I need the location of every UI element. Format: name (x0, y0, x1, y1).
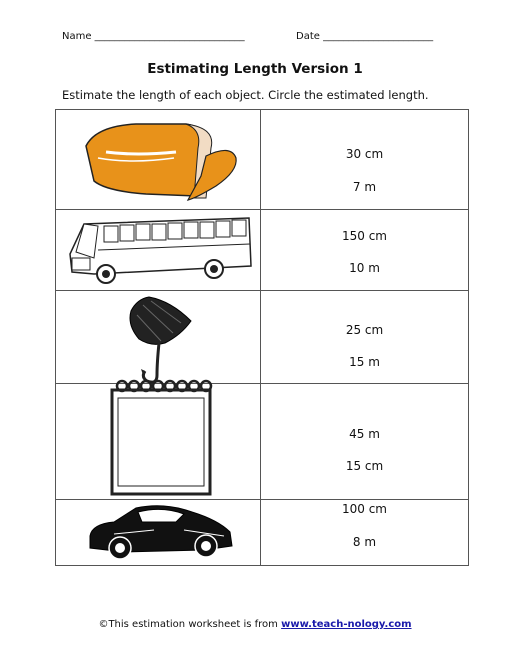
footer (0, 619, 510, 630)
object-cell (56, 291, 261, 383)
table-row (56, 291, 468, 384)
page-title: Estimating Length Version 1 (147, 61, 363, 77)
choices-cell (261, 210, 468, 290)
length-choice[interactable]: 7 m (352, 180, 377, 194)
choices-cell (261, 110, 468, 209)
name-field[interactable]: Name ______________________________ (62, 31, 245, 42)
length-choice[interactable]: 100 cm (341, 502, 387, 516)
bus-icon (64, 214, 254, 286)
object-cell (56, 500, 261, 565)
table-row (56, 210, 468, 291)
notepad-icon (108, 378, 214, 498)
length-choice[interactable]: 30 cm (345, 147, 384, 161)
stingray-icon (121, 293, 201, 385)
length-choice[interactable]: 8 m (352, 535, 377, 549)
table-row (56, 384, 468, 500)
table-row (56, 110, 468, 210)
footer-link[interactable]: www.teach-nology.com (281, 619, 412, 630)
instructions: Estimate the length of each object. Circle the estimated length. (62, 88, 429, 102)
length-choice[interactable]: 10 m (349, 261, 380, 275)
sports-car-icon (84, 500, 234, 560)
estimation-table (55, 109, 469, 566)
choices-cell (261, 500, 468, 565)
footer-text: ©This estimation worksheet is from (98, 619, 278, 630)
choices-cell (261, 384, 468, 499)
object-cell (56, 110, 261, 209)
date-field[interactable]: Date ______________________ (296, 31, 434, 42)
object-cell (56, 210, 261, 290)
length-choice[interactable]: 45 m (349, 427, 380, 441)
length-choice[interactable]: 25 cm (345, 323, 384, 337)
length-choice[interactable]: 15 cm (345, 459, 384, 473)
object-cell (56, 384, 261, 499)
table-row (56, 500, 468, 565)
length-choice[interactable]: 15 m (349, 355, 380, 369)
choices-cell (261, 291, 468, 383)
length-choice[interactable]: 150 cm (341, 229, 387, 243)
bread-icon (76, 116, 246, 206)
